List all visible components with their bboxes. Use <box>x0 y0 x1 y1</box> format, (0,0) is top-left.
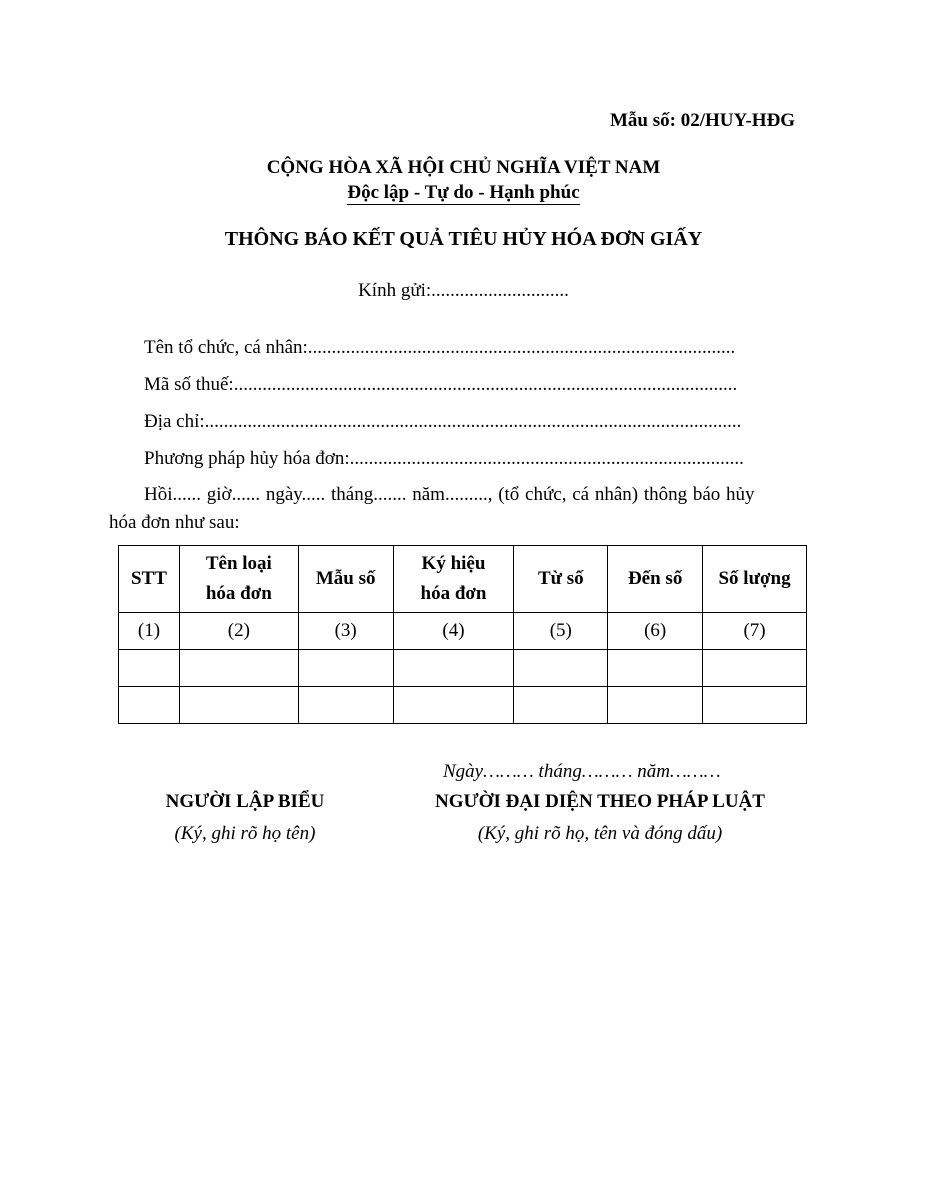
header-cell: Ký hiệu hóa đơn <box>393 546 514 613</box>
destroy-method-field: Phương pháp hủy hóa đơn:................................................................................... <box>144 448 744 469</box>
table-cell <box>514 687 608 724</box>
table-cell <box>703 687 807 724</box>
legal-representative-title: NGƯỜI ĐẠI DIỆN THEO PHÁP LUẬT <box>435 791 765 812</box>
recipient-line: Kính gửi:............................. <box>358 280 569 301</box>
table-cell: (7) <box>703 613 807 650</box>
table-cell <box>608 687 703 724</box>
table-cell: (5) <box>514 613 608 650</box>
header-cell: Mẫu số <box>298 546 393 613</box>
table-cell: (4) <box>393 613 514 650</box>
table-cell <box>393 650 514 687</box>
table-cell: (2) <box>179 613 298 650</box>
notice-paragraph-line1: Hồi...... giờ...... ngày..... tháng....... năm........., (tổ chức, cá nhân) thông báo hủy <box>144 484 755 505</box>
table-cell <box>179 650 298 687</box>
table-cell <box>298 650 393 687</box>
header-cell: Số lượng <box>703 546 807 613</box>
header-cell: Từ số <box>514 546 608 613</box>
tax-code-field: Mã số thuế:.......................................................................................................... <box>144 374 738 395</box>
document-title: THÔNG BÁO KẾT QUẢ TIÊU HỦY HÓA ĐƠN GIẤY <box>224 228 703 250</box>
table-header-row <box>119 546 807 613</box>
header-cell: STT <box>119 546 180 613</box>
table-cell <box>119 687 180 724</box>
table-cell <box>179 687 298 724</box>
motto-text: Độc lập - Tự do - Hạnh phúc <box>347 182 580 203</box>
preparer-title: NGƯỜI LẬP BIỂU <box>165 791 325 812</box>
table-cell <box>393 687 514 724</box>
table-row <box>119 687 807 724</box>
table-cell: (6) <box>608 613 703 650</box>
table-cell <box>298 687 393 724</box>
table-row <box>119 650 807 687</box>
table-cell <box>703 650 807 687</box>
table-cell <box>514 650 608 687</box>
address-field: Địa chỉ:................................................................................................................. <box>144 411 742 432</box>
table-cell: (3) <box>298 613 393 650</box>
org-name-field: Tên tổ chức, cá nhân:.......................................................................................... <box>144 337 736 358</box>
preparer-note: (Ký, ghi rõ họ tên) <box>174 823 316 844</box>
table-numbering-row <box>119 613 807 650</box>
legal-representative-note: (Ký, ghi rõ họ, tên và đóng dấu) <box>477 823 723 844</box>
table-cell: (1) <box>119 613 180 650</box>
motto <box>0 182 927 204</box>
header-cell: Tên loại hóa đơn <box>179 546 298 613</box>
table-cell <box>119 650 180 687</box>
invoice-table <box>118 545 807 724</box>
date-line: Ngày……… tháng……… năm……… <box>443 761 721 782</box>
nation-heading: CỘNG HÒA XÃ HỘI CHỦ NGHĨA VIỆT NAM <box>266 157 661 178</box>
header-cell: Đến số <box>608 546 703 613</box>
table-cell <box>608 650 703 687</box>
form-code: Mẫu số: 02/HUY-HĐG <box>610 110 796 131</box>
notice-paragraph-line2: hóa đơn như sau: <box>109 512 240 533</box>
